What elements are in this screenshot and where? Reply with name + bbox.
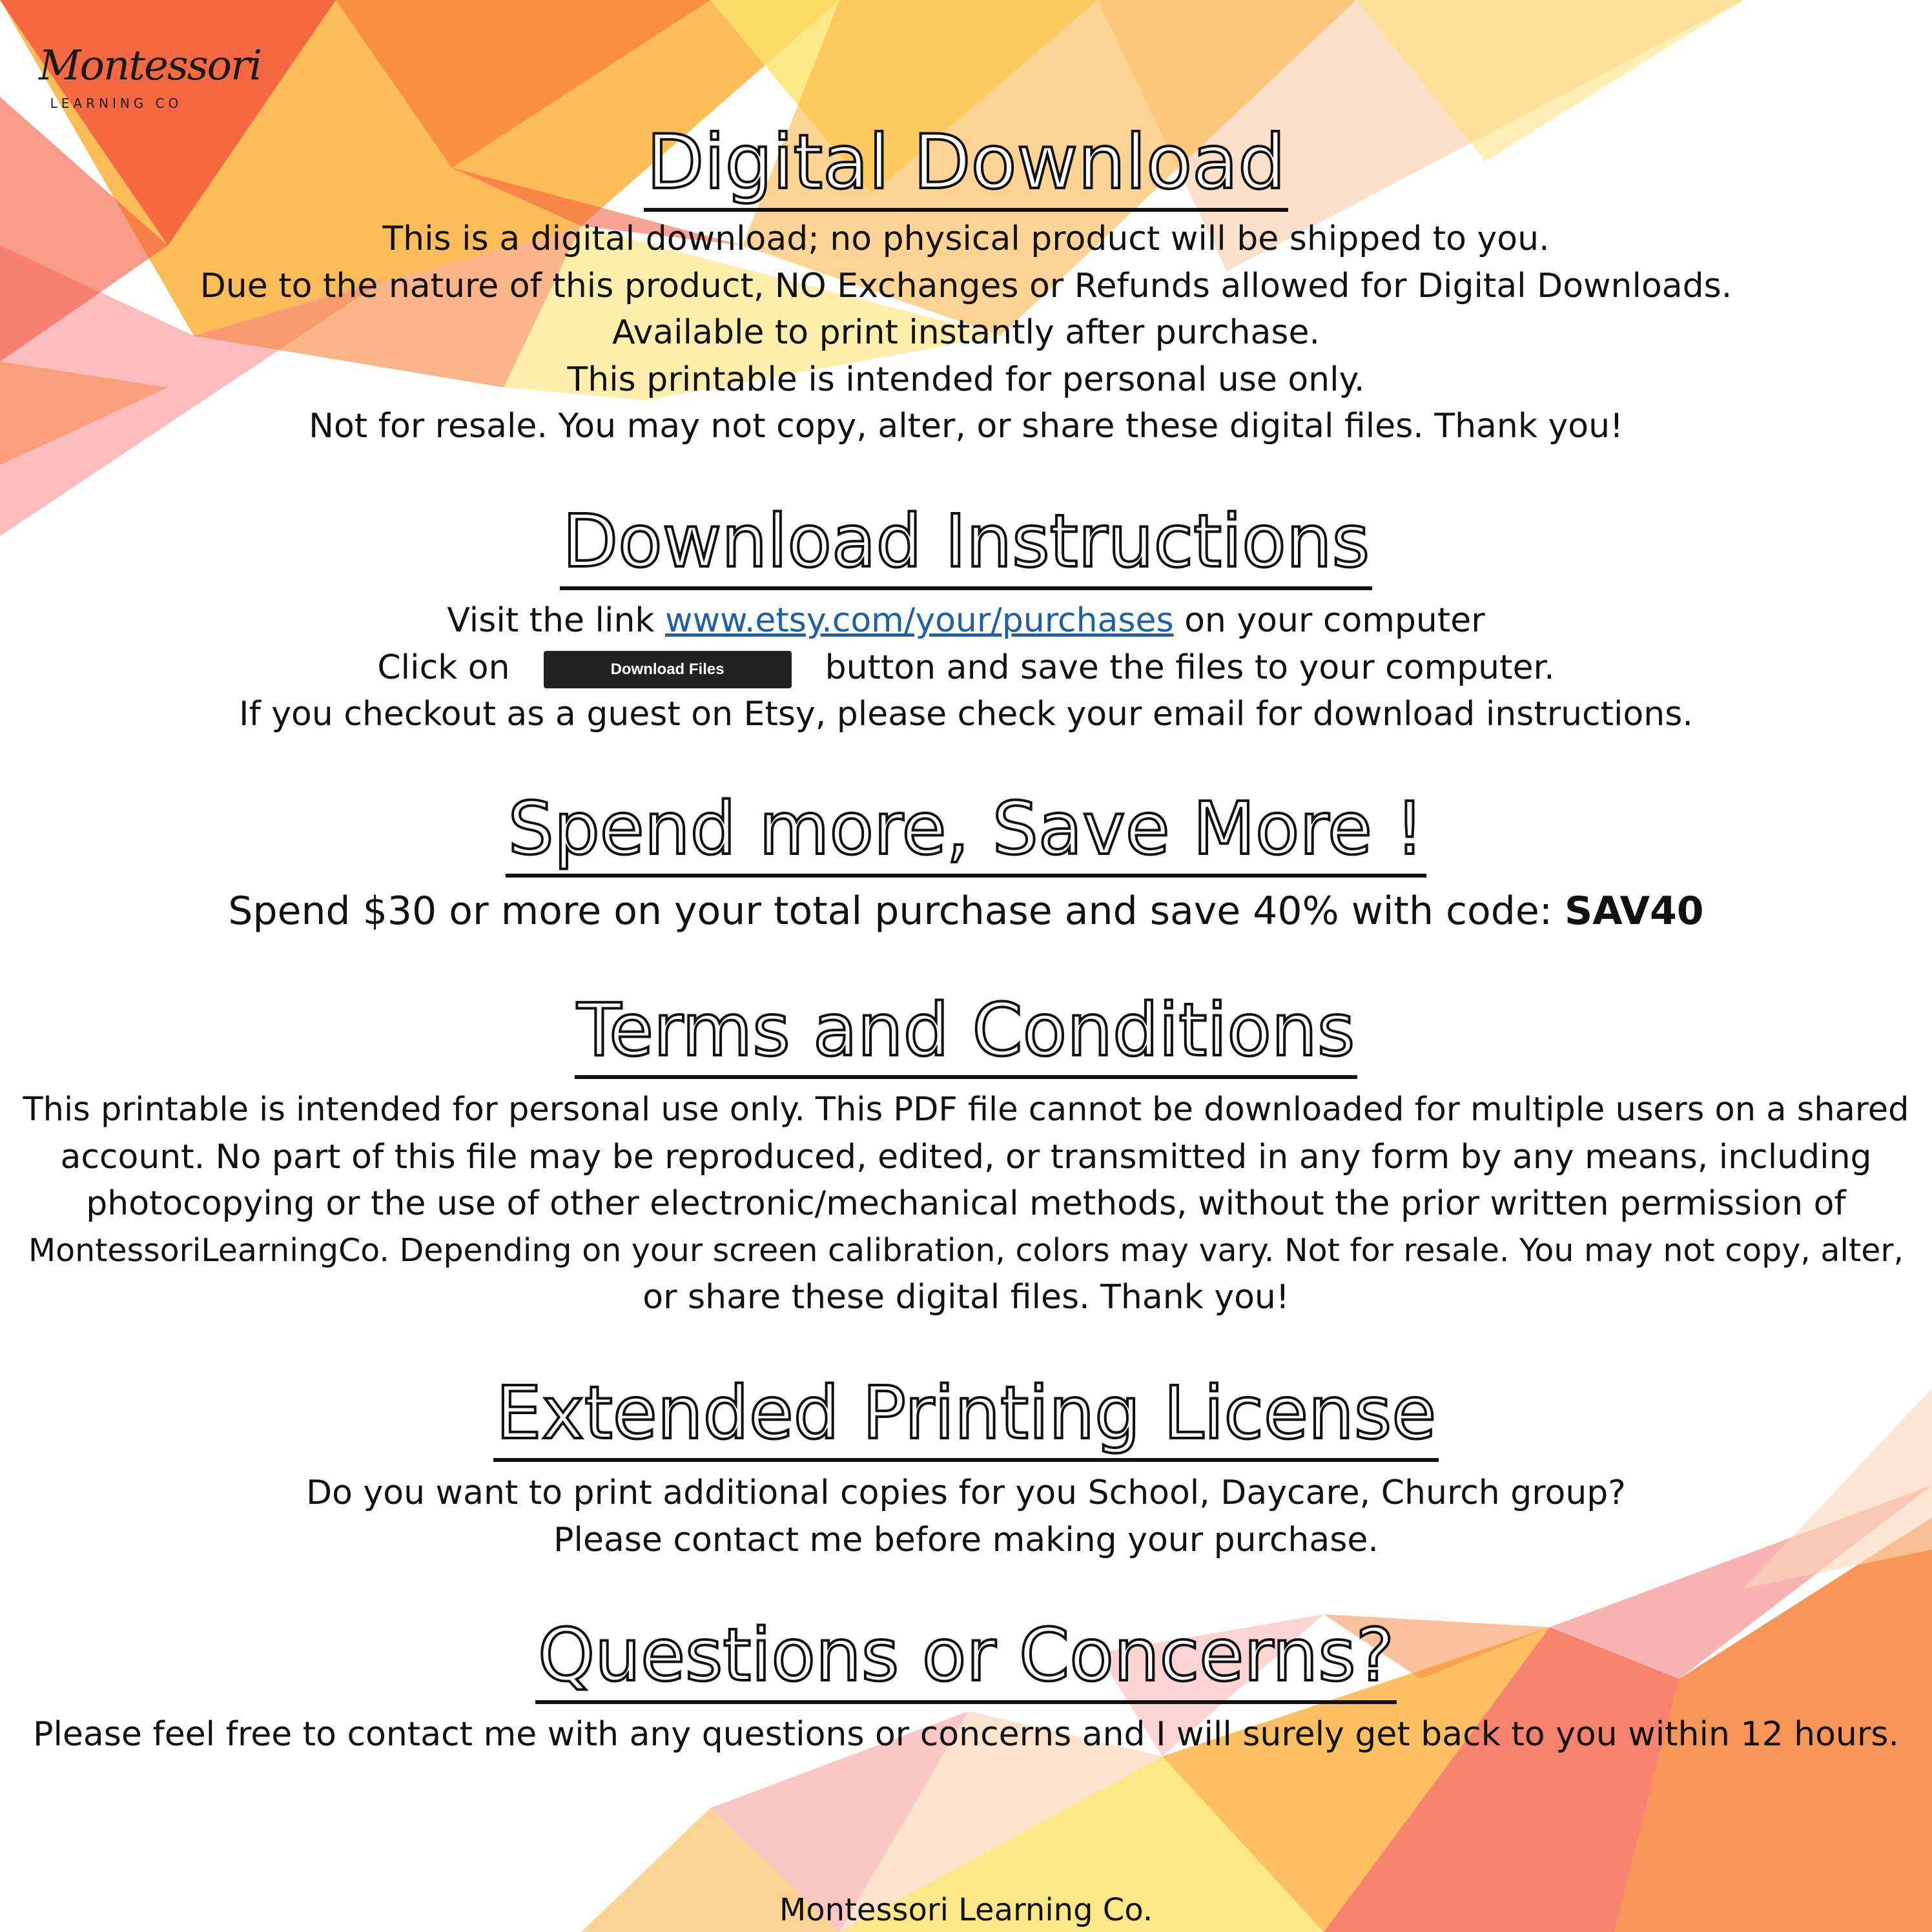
click-suffix: button and save the files to your computer.	[825, 648, 1555, 687]
spend-more-heading	[0, 788, 1932, 878]
questions-heading-text: Questions or Concerns?	[535, 1614, 1397, 1704]
dd-line: Not for resale. You may not copy, alter, or share these digital files. Thank you!	[309, 407, 1623, 446]
digital-download-heading-text: Digital Download	[644, 119, 1288, 212]
click-button-line	[0, 644, 1932, 692]
click-prefix: Click on	[377, 648, 510, 687]
terms-line: account. No part of this file may be reproduced, edited, or transmitted in any form by any means, including	[60, 1137, 1872, 1177]
spend-more-heading-text: Spend more, Save More !	[506, 788, 1427, 878]
brand-logo	[39, 42, 262, 111]
etsy-purchases-link[interactable]: www.etsy.com/your/purchases	[665, 601, 1174, 640]
license-line: Do you want to print additional copies for you School, Daycare, Church group?	[306, 1474, 1626, 1512]
dd-line: This printable is intended for personal use only.	[567, 360, 1365, 399]
terms-line: This printable is intended for personal use only. This PDF file cannot be downloaded for multiple users on a shared	[23, 1091, 1909, 1129]
dd-line: This is a digital download; no physical product will be shipped to you.	[382, 220, 1550, 258]
digital-download-heading	[0, 119, 1932, 212]
terms-line: photocopying or the use of other electronic/mechanical methods, without the prior written permission of	[86, 1184, 1846, 1223]
terms-text	[19, 1087, 1913, 1321]
terms-heading-text: Terms and Conditions	[575, 989, 1358, 1079]
spend-more-offer: Spend $30 or more on your total purchase and save 40% with code:	[228, 889, 1552, 934]
extended-license-text	[0, 1470, 1932, 1563]
questions-text	[0, 1711, 1932, 1758]
extended-license-heading	[0, 1372, 1932, 1462]
download-instructions-heading-text: Download Instructions	[560, 500, 1372, 590]
download-instructions-heading	[0, 500, 1932, 590]
questions-heading	[0, 1614, 1932, 1704]
license-line: Please contact me before making your purchase.	[553, 1520, 1379, 1559]
visit-prefix: Visit the link	[447, 601, 655, 640]
questions-line: Please feel free to contact me with any questions or concerns and I will surely get back to you within 12 hours.	[33, 1715, 1899, 1754]
logo-subtitle: LEARNING CO	[50, 96, 183, 111]
extended-license-heading-text: Extended Printing License	[493, 1372, 1439, 1462]
visit-suffix: on your computer	[1184, 601, 1485, 640]
discount-code: SAV40	[1565, 889, 1704, 934]
download-instructions-text	[0, 597, 1932, 738]
terms-heading	[0, 989, 1932, 1079]
dd-line: Due to the nature of this product, NO Exchanges or Refunds allowed for Digital Downloads.	[200, 266, 1732, 305]
visit-link-line	[0, 597, 1932, 644]
footer-brand: Montessori Learning Co.	[779, 1892, 1153, 1928]
logo-script: Montessori	[39, 42, 262, 90]
spend-more-text	[0, 888, 1932, 935]
terms-line: or share these digital files. Thank you!	[642, 1278, 1290, 1317]
terms-line: MontessoriLearningCo. Depending on your screen calibration, colors may vary. Not for resale. You may not copy, alter,	[28, 1231, 1904, 1269]
dd-line: Available to print instantly after purchase.	[612, 313, 1320, 352]
digital-download-text	[0, 216, 1932, 450]
guest-line: If you checkout as a guest on Etsy, please check your email for download instructions.	[239, 695, 1693, 734]
download-files-button[interactable]: Download Files	[544, 651, 792, 688]
spend-more-line	[0, 888, 1932, 935]
